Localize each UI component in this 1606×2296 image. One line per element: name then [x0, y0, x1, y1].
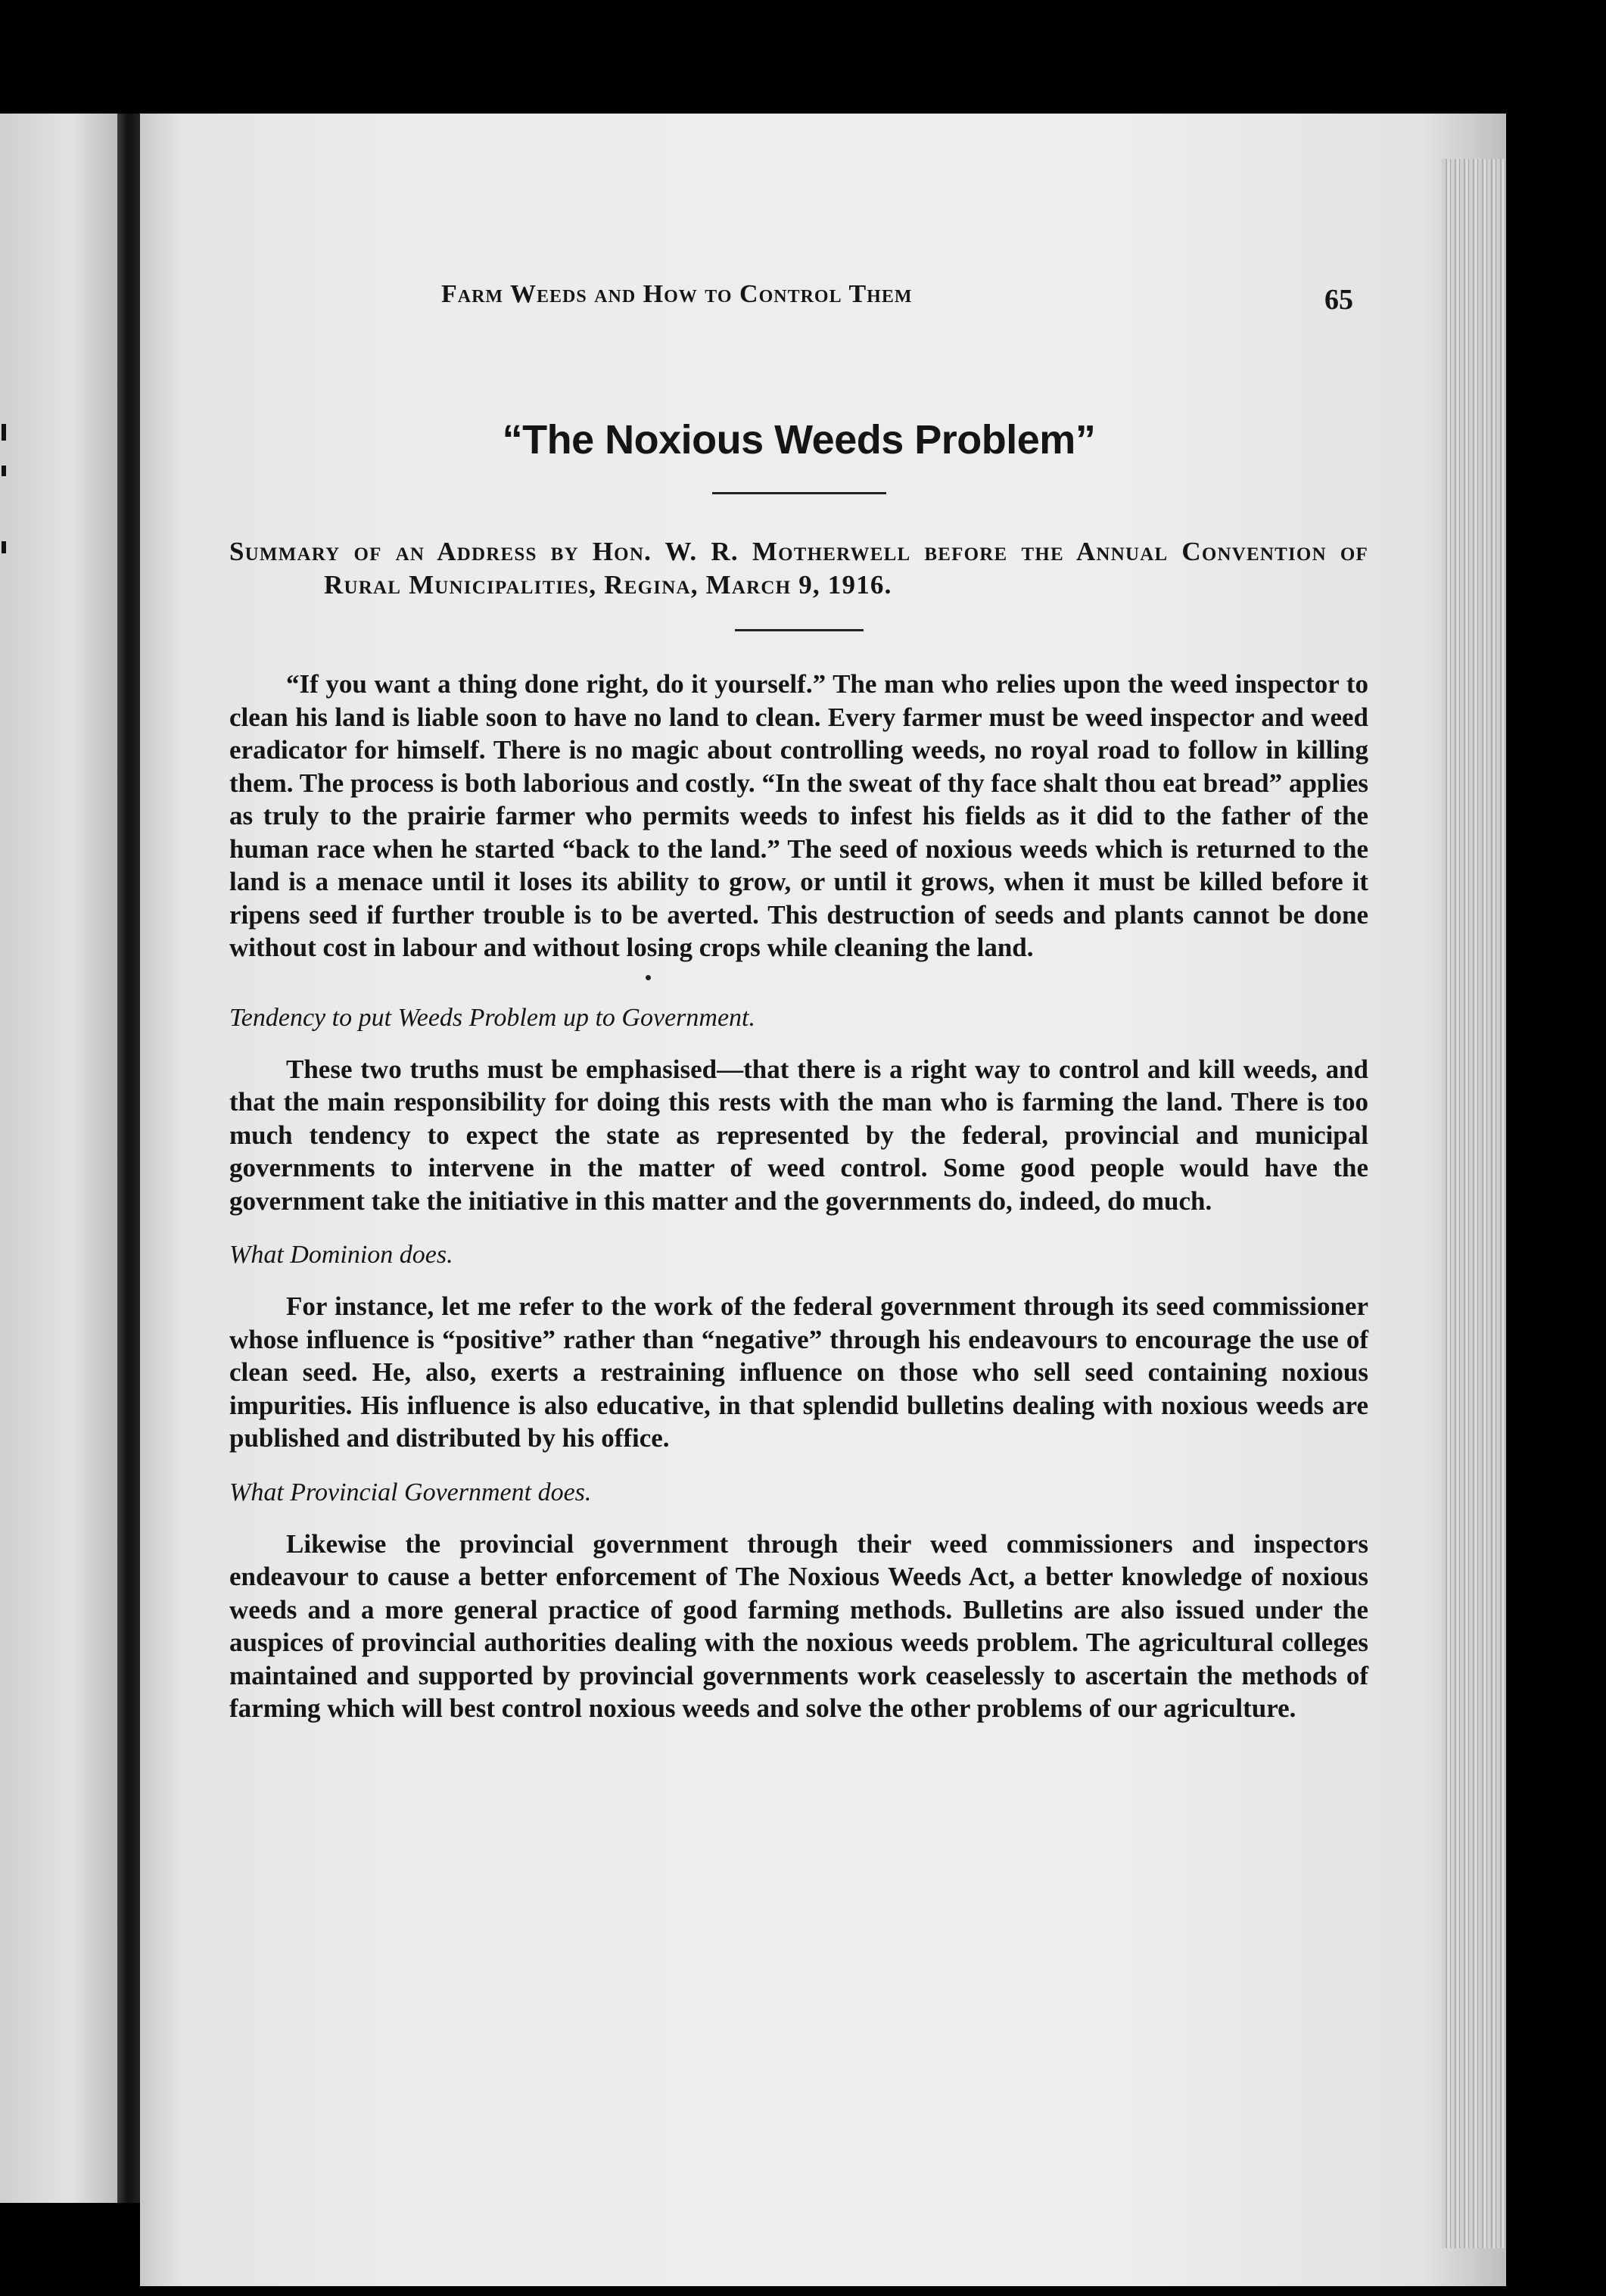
book-spine-shadow	[117, 114, 140, 2203]
section-heading-government: Tendency to put Weeds Problem up to Government.	[229, 1003, 755, 1032]
page-number: 65	[1324, 284, 1353, 316]
page-edge-stack	[1442, 159, 1506, 2248]
facing-page-mark	[2, 541, 6, 553]
article-title: “The Noxious Weeds Problem”	[502, 417, 1096, 463]
section-heading-provincial: What Provincial Government does.	[229, 1478, 592, 1506]
book-page	[140, 114, 1506, 2286]
paragraph-dominion: For instance, let me refer to the work of the federal government through its seed commissioner whose influence is “positive” rather than “negative” through his endeavours to encourage the use of clean seed. He, also, exerts a restraining influence on those who sell seed containing noxious impurities. His influence is also educative, in that splendid bulletins dealing with noxious weeds are published and distributed by his office.	[229, 1291, 1368, 1453]
paragraph-provincial: Likewise the provincial government through their weed commissioners and inspectors endeavour to cause a better enforcement of The Noxious Weeds Act, a better knowledge of noxious weeds and a more general practice of good farming methods. Bulletins are also issued under the auspices of provincial authorities dealing with the noxious weeds problem. The agricultural colleges maintained and supported by provincial governments work ceaselessly to ascertain the methods of farming which will best control noxious weeds and solve the other problems of our agriculture.	[229, 1528, 1368, 1723]
paragraph-government: These two truths must be emphasised—that there is a right way to control and kill weeds, and that the main responsibility for doing this rests with the man who is farming the land. There is too much tendency to expect the state as represented by the federal, provincial and municipal governments to intervene in the matter of weed control. Some good people would have the government take the initiative in this matter and the governments do, indeed, do much.	[229, 1054, 1368, 1216]
facing-page-mark	[2, 466, 6, 476]
facing-page-edge	[0, 114, 117, 2203]
summary-rule	[735, 629, 864, 631]
running-title: Farm Weeds and How to Control Them	[441, 280, 913, 308]
section-heading-dominion: What Dominion does.	[229, 1241, 453, 1269]
running-head	[229, 280, 1368, 326]
stray-dot	[646, 975, 651, 980]
paragraph-intro: “If you want a thing done right, do it yourself.” The man who relies upon the weed inspector to clean his land is liable soon to have no land to clean. Every farmer must be weed inspector and weed eradicator for himself. There is no magic about controlling weeds, no royal road to follow in killing them. The process is both laborious and costly. “In the sweat of thy face shalt thou eat bread” applies as truly to the prairie farmer who permits weeds to infest his fields as it did to the father of the human race when he started “back to the land.” The seed of noxious weeds which is returned to the land is a menace until it loses its ability to grow, or until it grows, when it must be killed before it ripens seed if further trouble is to be averted. This destruction of seeds and plants cannot be done without cost in labour and without losing crops while cleaning the land.	[229, 669, 1368, 962]
address-summary: Summary of an Address by Hon. W. R. Motherwell before the Annual Convention of Rural Municipalities, Regina, March 9, 1916.	[229, 537, 1368, 600]
title-rule	[712, 492, 886, 494]
facing-page-mark	[2, 424, 6, 441]
page-content	[229, 280, 1368, 1725]
